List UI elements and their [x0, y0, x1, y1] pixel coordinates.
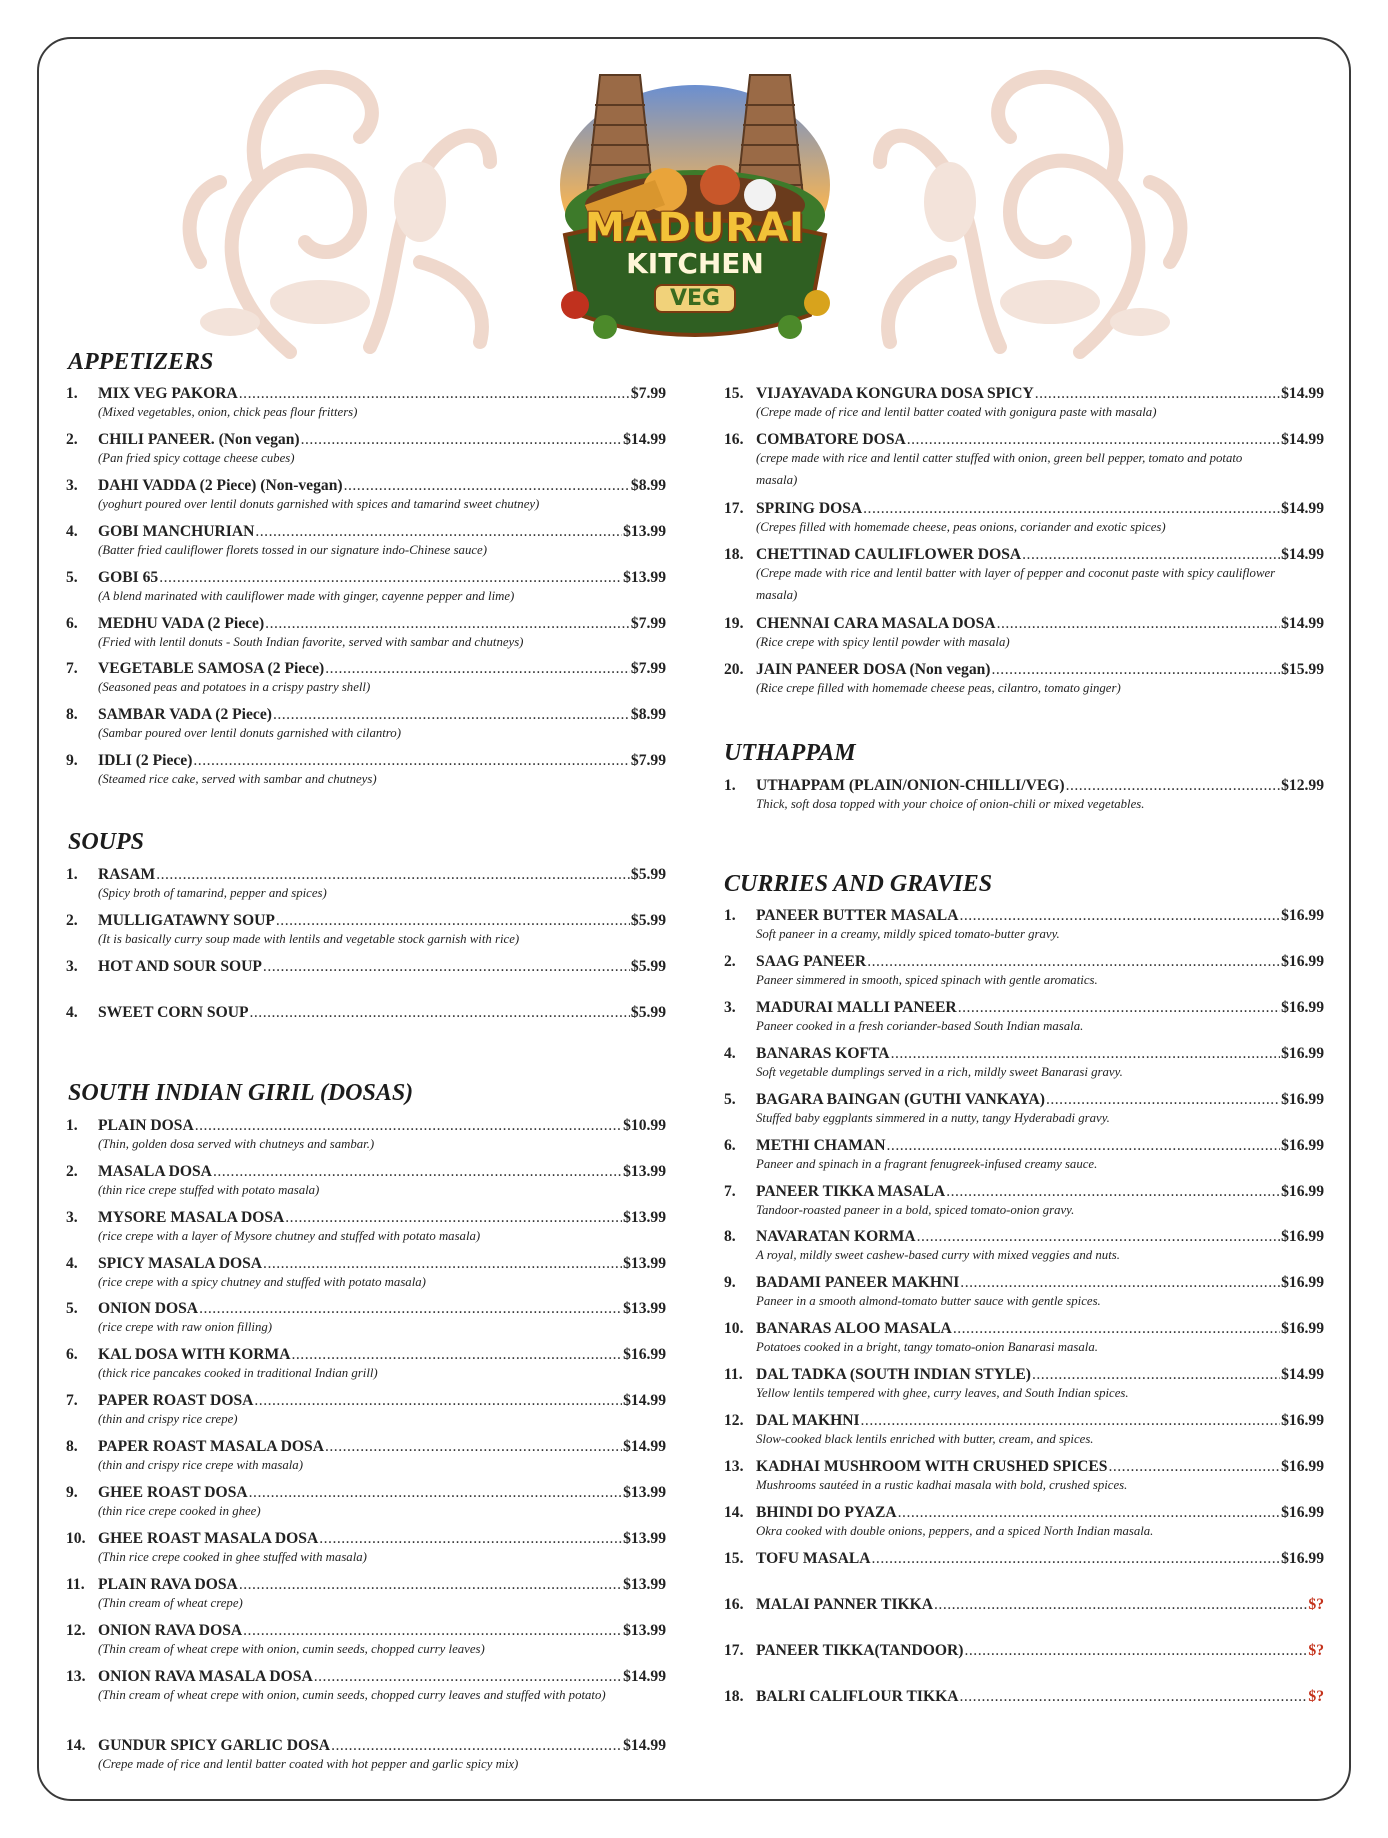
item-number: 11.	[724, 1366, 743, 1383]
item-description: Mushrooms sautéed in a rustic kadhai masala with bold, crushed spices.	[756, 1478, 1128, 1492]
item-description: (thin rice crepe cooked in ghee)	[98, 1504, 261, 1518]
item-name: DAL MAKHNI	[756, 1412, 860, 1429]
menu-item	[724, 615, 1324, 653]
item-description: (rice crepe with raw onion filling)	[98, 1320, 273, 1334]
item-number: 18.	[724, 546, 744, 563]
item-name: BHINDI DO PYAZA	[756, 1504, 897, 1521]
menu-item	[724, 1091, 1324, 1129]
menu-item	[724, 1045, 1324, 1083]
item-name: UTHAPPAM (PLAIN/ONION-CHILLI/VEG)	[756, 777, 1065, 794]
item-name: BANARAS ALOO MASALA	[756, 1320, 952, 1337]
item-description: (thick rice pancakes cooked in traditional Indian grill)	[98, 1366, 378, 1380]
item-name: MADURAI MALLI PANEER	[756, 999, 957, 1016]
item-price: $5.99	[630, 866, 666, 883]
item-name: TOFU MASALA	[756, 1550, 871, 1567]
item-description: (Steamed rice cake, served with sambar and chutneys)	[98, 772, 377, 786]
item-number: 5.	[724, 1091, 736, 1108]
item-price: $8.99	[630, 706, 666, 723]
menu-item	[66, 912, 666, 950]
item-number: 3.	[66, 477, 78, 494]
menu-item	[724, 500, 1324, 538]
item-name: SPICY MASALA DOSA	[98, 1255, 263, 1272]
menu-item	[66, 1668, 666, 1706]
menu-item	[66, 1392, 666, 1430]
item-price: $16.99	[1281, 1045, 1324, 1062]
item-price: $13.99	[623, 523, 666, 540]
item-price: $?	[1308, 1688, 1324, 1705]
item-price: $13.99	[623, 1163, 666, 1180]
menu-item	[724, 1274, 1324, 1312]
item-name: METHI CHAMAN	[756, 1137, 886, 1154]
item-number: 2.	[66, 1163, 78, 1180]
item-number: 1.	[66, 1117, 78, 1134]
dot-leader	[250, 1004, 630, 1022]
item-name: MIX VEG PAKORA	[98, 385, 238, 402]
item-name: GOBI MANCHURIAN	[98, 523, 255, 540]
item-number: 16.	[724, 431, 744, 448]
item-number: 12.	[724, 1412, 744, 1429]
item-name: ONION RAVA DOSA	[98, 1622, 243, 1639]
item-price: $14.99	[1281, 431, 1324, 448]
item-name: HOT AND SOUR SOUP	[98, 958, 262, 975]
item-price: $7.99	[630, 752, 666, 769]
item-price: $14.99	[623, 431, 666, 448]
item-number: 13.	[66, 1668, 86, 1685]
item-description: (Rice crepe with spicy lentil powder with masala)	[756, 635, 1010, 649]
item-name: ONION RAVA MASALA DOSA	[98, 1668, 313, 1685]
menu-item	[724, 1504, 1324, 1542]
item-number: 4.	[724, 1045, 736, 1062]
menu-item	[724, 953, 1324, 991]
menu-item	[724, 546, 1324, 606]
menu-item	[724, 1642, 1324, 1661]
menu-item	[724, 1320, 1324, 1358]
item-name: RASAM	[98, 866, 156, 883]
item-name: COMBATORE DOSA	[756, 431, 906, 448]
item-name: SPRING DOSA	[756, 500, 863, 517]
item-number: 1.	[724, 777, 736, 794]
item-name: GUNDUR SPICY GARLIC DOSA	[98, 1737, 331, 1754]
item-description: (thin rice crepe stuffed with potato masala)	[98, 1183, 320, 1197]
item-description: (Thin cream of wheat crepe with onion, cumin seeds, chopped curry leaves and stuffed with potato)	[98, 1688, 606, 1702]
item-number: 8.	[66, 706, 78, 723]
item-description: (Fried with lentil donuts - South Indian favorite, served with sambar and chutneys)	[98, 635, 524, 649]
item-name: PLAIN RAVA DOSA	[98, 1576, 238, 1593]
item-price: $13.99	[623, 1209, 666, 1226]
item-description: (Crepe made of rice and lentil batter coated with gonigura paste with masala)	[756, 405, 1157, 419]
dot-leader	[325, 1438, 622, 1456]
menu-item	[724, 1412, 1324, 1450]
item-name: GHEE ROAST MASALA DOSA	[98, 1530, 319, 1547]
menu-item	[724, 1596, 1324, 1615]
item-number: 8.	[724, 1228, 736, 1245]
item-number: 4.	[66, 1255, 78, 1272]
item-number: 3.	[724, 999, 736, 1016]
logo-word-veg: VEG	[654, 284, 736, 313]
item-name: SAAG PANEER	[756, 953, 867, 970]
menu-item	[66, 1117, 666, 1155]
logo-wordmark	[545, 205, 845, 313]
item-price: $16.99	[1281, 1091, 1324, 1108]
item-name: BAGARA BAINGAN (GUTHI VANKAYA)	[756, 1091, 1045, 1108]
item-price: $16.99	[1281, 1228, 1324, 1245]
item-name: PANEER TIKKA(TANDOOR)	[756, 1642, 964, 1659]
item-price: $16.99	[1281, 907, 1324, 924]
item-name: SAMBAR VADA (2 Piece)	[98, 706, 272, 723]
dot-leader	[872, 1550, 1281, 1568]
item-number: 17.	[724, 1642, 744, 1659]
item-name: JAIN PANEER DOSA (Non vegan)	[756, 661, 991, 678]
item-name: PAPER ROAST MASALA DOSA	[98, 1438, 324, 1455]
menu-item	[724, 1366, 1324, 1404]
item-name: MASALA DOSA	[98, 1163, 212, 1180]
item-description: Slow-cooked black lentils enriched with butter, cream, and spices.	[756, 1432, 1094, 1446]
dot-leader	[301, 431, 623, 449]
dot-leader	[239, 1576, 622, 1594]
item-number: 10.	[66, 1530, 86, 1547]
item-description: (Seasoned peas and potatoes in a crispy pastry shell)	[98, 680, 371, 694]
menu-item	[66, 1163, 666, 1201]
item-price: $14.99	[1281, 500, 1324, 517]
item-price: $14.99	[1281, 385, 1324, 402]
item-number: 6.	[66, 1346, 78, 1363]
item-price: $16.99	[1281, 1137, 1324, 1154]
section-title-dosas: SOUTH INDIAN GIRIL (DOSAS)	[68, 1080, 414, 1106]
item-name: NAVARATAN KORMA	[756, 1228, 916, 1245]
item-price: $14.99	[623, 1438, 666, 1455]
item-name: VEGETABLE SAMOSA (2 Piece)	[98, 660, 325, 677]
item-price: $16.99	[1281, 1274, 1324, 1291]
menu-item	[66, 1346, 666, 1384]
menu-item	[66, 1622, 666, 1660]
item-number: 1.	[66, 385, 78, 402]
item-price: $7.99	[630, 660, 666, 677]
item-number: 3.	[66, 958, 78, 975]
menu-item	[66, 752, 666, 790]
item-price: $16.99	[1281, 1412, 1324, 1429]
item-description: (Crepe made of rice and lentil batter coated with hot pepper and garlic spicy mix)	[98, 1757, 519, 1771]
menu-item	[724, 1137, 1324, 1175]
menu-item	[66, 1209, 666, 1247]
item-number: 10.	[724, 1320, 744, 1337]
item-description: Stuffed baby eggplants simmered in a nutty, tangy Hyderabadi gravy.	[756, 1111, 1110, 1125]
item-number: 6.	[66, 615, 78, 632]
item-number: 1.	[66, 866, 78, 883]
item-price: $5.99	[630, 912, 666, 929]
item-price: $16.99	[1281, 1320, 1324, 1337]
item-price: $16.99	[1281, 1504, 1324, 1521]
item-name: DAL TADKA (SOUTH INDIAN STYLE)	[756, 1366, 1031, 1383]
item-number: 18.	[724, 1688, 744, 1705]
dot-leader	[325, 660, 630, 678]
dot-leader	[934, 1596, 1307, 1614]
section-title-soups: SOUPS	[68, 829, 145, 855]
menu-item	[724, 661, 1324, 699]
item-price: $10.99	[623, 1117, 666, 1134]
item-name: BALRI CALIFLOUR TIKKA	[756, 1688, 959, 1705]
item-price: $14.99	[1281, 615, 1324, 632]
menu-item	[66, 1004, 666, 1023]
item-price: $?	[1308, 1596, 1324, 1613]
item-price: $13.99	[623, 1484, 666, 1501]
menu-item	[66, 431, 666, 469]
item-name: VIJAYAVADA KONGURA DOSA SPICY	[756, 385, 1034, 402]
item-number: 14.	[724, 1504, 744, 1521]
item-description: (Batter fried cauliflower florets tossed in our signature indo-Chinese sauce)	[98, 543, 487, 557]
dot-leader	[959, 1688, 1307, 1706]
item-price: $13.99	[623, 1530, 666, 1547]
item-description: Yellow lentils tempered with ghee, curry leaves, and South Indian spices.	[756, 1386, 1129, 1400]
item-number: 15.	[724, 385, 744, 402]
item-price: $14.99	[623, 1668, 666, 1685]
dot-leader	[249, 1484, 622, 1502]
item-price: $16.99	[623, 1346, 666, 1363]
item-price: $14.99	[1281, 546, 1324, 563]
menu-item	[724, 907, 1324, 945]
item-name: MALAI PANNER TIKKA	[756, 1596, 934, 1613]
menu-item	[66, 706, 666, 744]
menu-item	[66, 477, 666, 515]
item-number: 7.	[66, 1392, 78, 1409]
item-price: $13.99	[623, 1576, 666, 1593]
item-number: 2.	[724, 953, 736, 970]
item-description: Soft paneer in a creamy, mildly spiced tomato-butter gravy.	[756, 927, 1060, 941]
menu-item	[66, 615, 666, 653]
item-number: 2.	[66, 431, 78, 448]
dot-leader	[1108, 1458, 1280, 1476]
item-description: (yoghurt poured over lentil donuts garnished with spices and tamarind sweet chutney)	[98, 497, 540, 511]
item-description: (Thin cream of wheat crepe)	[98, 1596, 243, 1610]
item-name: GOBI 65	[98, 569, 159, 586]
item-name: MYSORE MASALA DOSA	[98, 1209, 285, 1226]
menu-item	[724, 1458, 1324, 1496]
item-number: 9.	[66, 1484, 78, 1501]
item-description: (crepe made with rice and lentil catter stuffed with onion, green bell pepper, tomato and potato masala)	[756, 451, 1243, 487]
item-price: $?	[1308, 1642, 1324, 1659]
item-number: 9.	[66, 752, 78, 769]
item-price: $12.99	[1281, 777, 1324, 794]
item-name: SWEET CORN SOUP	[98, 1004, 249, 1021]
item-name: DAHI VADDA (2 Piece) (Non-vegan)	[98, 477, 343, 494]
item-name: GHEE ROAST DOSA	[98, 1484, 248, 1501]
item-price: $16.99	[1281, 999, 1324, 1016]
item-description: (Pan fried spicy cottage cheese cubes)	[98, 451, 295, 465]
item-description: (Crepe made with rice and lentil batter with layer of pepper and coconut paste with spicy cauliflower masala)	[756, 566, 1276, 602]
item-price: $5.99	[630, 958, 666, 975]
menu-item	[66, 1300, 666, 1338]
menu-item	[724, 999, 1324, 1037]
item-price: $7.99	[630, 385, 666, 402]
item-number: 5.	[66, 1300, 78, 1317]
menu-item	[66, 1438, 666, 1476]
item-number: 12.	[66, 1622, 86, 1639]
item-description: (thin and crispy rice crepe with masala)	[98, 1458, 303, 1472]
item-price: $16.99	[1281, 953, 1324, 970]
item-number: 17.	[724, 500, 744, 517]
item-number: 9.	[724, 1274, 736, 1291]
menu-item	[724, 1228, 1324, 1266]
item-description: Tandoor-roasted paneer in a bold, spiced tomato-onion gravy.	[756, 1203, 1075, 1217]
item-description: Soft vegetable dumplings served in a rich, mildly sweet Banarasi gravy.	[756, 1065, 1123, 1079]
dot-leader	[965, 1642, 1308, 1660]
item-number: 16.	[724, 1596, 744, 1613]
item-name: ONION DOSA	[98, 1300, 199, 1317]
item-description: Paneer in a smooth almond-tomato butter sauce with gentle spices.	[756, 1294, 1101, 1308]
menu-item	[724, 1550, 1324, 1569]
menu-item	[724, 1183, 1324, 1221]
item-price: $15.99	[1281, 661, 1324, 678]
item-description: (Mixed vegetables, onion, chick peas flour fritters)	[98, 405, 358, 419]
item-number: 5.	[66, 569, 78, 586]
item-description: (Sambar poured over lentil donuts garnished with cilantro)	[98, 726, 401, 740]
item-price: $5.99	[630, 1004, 666, 1021]
item-number: 1.	[724, 907, 736, 924]
item-name: PANEER TIKKA MASALA	[756, 1183, 946, 1200]
item-name: MEDHU VADA (2 Piece)	[98, 615, 265, 632]
item-description: (Thin cream of wheat crepe with onion, cumin seeds, chopped curry leaves)	[98, 1642, 485, 1656]
item-name: CHETTINAD CAULIFLOWER DOSA	[756, 546, 1022, 563]
menu-item	[66, 866, 666, 904]
item-price: $13.99	[623, 1255, 666, 1272]
item-number: 4.	[66, 1004, 78, 1021]
menu-item	[724, 777, 1324, 815]
item-price: $8.99	[630, 477, 666, 494]
left-floral-ornament	[170, 62, 510, 362]
item-number: 2.	[66, 912, 78, 929]
item-price: $14.99	[623, 1737, 666, 1754]
menu-item	[66, 1255, 666, 1293]
section-title-curries: CURRIES AND GRAVIES	[724, 871, 993, 897]
item-price: $7.99	[630, 615, 666, 632]
item-description: (Thin rice crepe cooked in ghee stuffed with masala)	[98, 1550, 367, 1564]
item-price: $14.99	[623, 1392, 666, 1409]
item-price: $13.99	[623, 1300, 666, 1317]
menu-item	[66, 1737, 666, 1775]
menu-item	[66, 523, 666, 561]
item-description: Okra cooked with double onions, peppers, and a spiced North Indian masala.	[756, 1524, 1154, 1538]
logo-word-madurai: MADURAI	[584, 205, 806, 251]
item-name: CHILI PANEER. (Non vegan)	[98, 431, 300, 448]
item-name: PAPER ROAST DOSA	[98, 1392, 254, 1409]
menu-item	[66, 958, 666, 977]
item-number: 3.	[66, 1209, 78, 1226]
menu-item	[66, 569, 666, 607]
item-number: 19.	[724, 615, 744, 632]
item-description: (rice crepe with a layer of Mysore chutney and stuffed with potato masala)	[98, 1229, 481, 1243]
item-description: (Rice crepe filled with homemade cheese peas, cilantro, tomato ginger)	[756, 681, 1121, 695]
menu-item	[66, 1530, 666, 1568]
item-name: PANEER BUTTER MASALA	[756, 907, 959, 924]
item-number: 7.	[724, 1183, 736, 1200]
menu-item	[66, 660, 666, 698]
menu-item	[66, 385, 666, 423]
item-description: (A blend marinated with cauliflower made with ginger, cayenne pepper and lime)	[98, 589, 515, 603]
item-number: 13.	[724, 1458, 744, 1475]
item-description: Paneer cooked in a fresh coriander-based South Indian masala.	[756, 1019, 1084, 1033]
item-number: 11.	[66, 1576, 85, 1593]
item-name: IDLI (2 Piece)	[98, 752, 193, 769]
item-price: $16.99	[1281, 1550, 1324, 1567]
item-number: 7.	[66, 660, 78, 677]
item-price: $16.99	[1281, 1183, 1324, 1200]
item-name: BADAMI PANEER MAKHNI	[756, 1274, 960, 1291]
item-description: (Thin, golden dosa served with chutneys and sambar.)	[98, 1137, 375, 1151]
item-description: Thick, soft dosa topped with your choice of onion-chili or mixed vegetables.	[756, 797, 1145, 811]
item-number: 15.	[724, 1550, 744, 1567]
item-description: (rice crepe with a spicy chutney and stuffed with potato masala)	[98, 1275, 426, 1289]
menu-item	[66, 1484, 666, 1522]
section-title-uthappam: UTHAPPAM	[724, 740, 856, 766]
item-description: Potatoes cooked in a bright, tangy tomato-onion Banarasi masala.	[756, 1340, 1098, 1354]
logo-word-kitchen: KITCHEN	[626, 247, 764, 280]
item-description: Paneer simmered in smooth, spiced spinach with gentle aromatics.	[756, 973, 1098, 987]
item-name: KADHAI MUSHROOM WITH CRUSHED SPICES	[756, 1458, 1108, 1475]
item-price: $16.99	[1281, 1458, 1324, 1475]
right-floral-ornament	[860, 62, 1200, 362]
item-description: A royal, mildly sweet cashew-based curry with mixed veggies and nuts.	[756, 1248, 1120, 1262]
item-price: $13.99	[623, 569, 666, 586]
item-name: PLAIN DOSA	[98, 1117, 194, 1134]
item-name: CHENNAI CARA MASALA DOSA	[756, 615, 996, 632]
item-name: MULLIGATAWNY SOUP	[98, 912, 275, 929]
menu-item	[724, 385, 1324, 423]
item-name: BANARAS KOFTA	[756, 1045, 890, 1062]
item-number: 6.	[724, 1137, 736, 1154]
menu-item	[724, 431, 1324, 491]
item-price: $14.99	[1281, 1366, 1324, 1383]
item-number: 4.	[66, 523, 78, 540]
item-description: (Crepes filled with homemade cheese, peas onions, coriander and exotic spices)	[756, 520, 1166, 534]
item-number: 8.	[66, 1438, 78, 1455]
item-description: (thin and crispy rice crepe)	[98, 1412, 238, 1426]
item-description: (It is basically curry soup made with lentils and vegetable stock garnish with rice)	[98, 932, 520, 946]
section-title-appetizers: APPETIZERS	[68, 349, 214, 375]
dot-leader	[254, 1392, 622, 1410]
item-number: 20.	[724, 661, 744, 678]
item-description: Paneer and spinach in a fragrant fenugreek-infused creamy sauce.	[756, 1157, 1098, 1171]
item-name: KAL DOSA WITH KORMA	[98, 1346, 291, 1363]
dot-leader	[263, 958, 630, 976]
dot-leader	[997, 615, 1281, 633]
item-number: 14.	[66, 1737, 86, 1754]
menu-item	[724, 1688, 1324, 1707]
item-price: $13.99	[623, 1622, 666, 1639]
menu-item	[66, 1576, 666, 1614]
item-description: (Spicy broth of tamarind, pepper and spices)	[98, 886, 327, 900]
